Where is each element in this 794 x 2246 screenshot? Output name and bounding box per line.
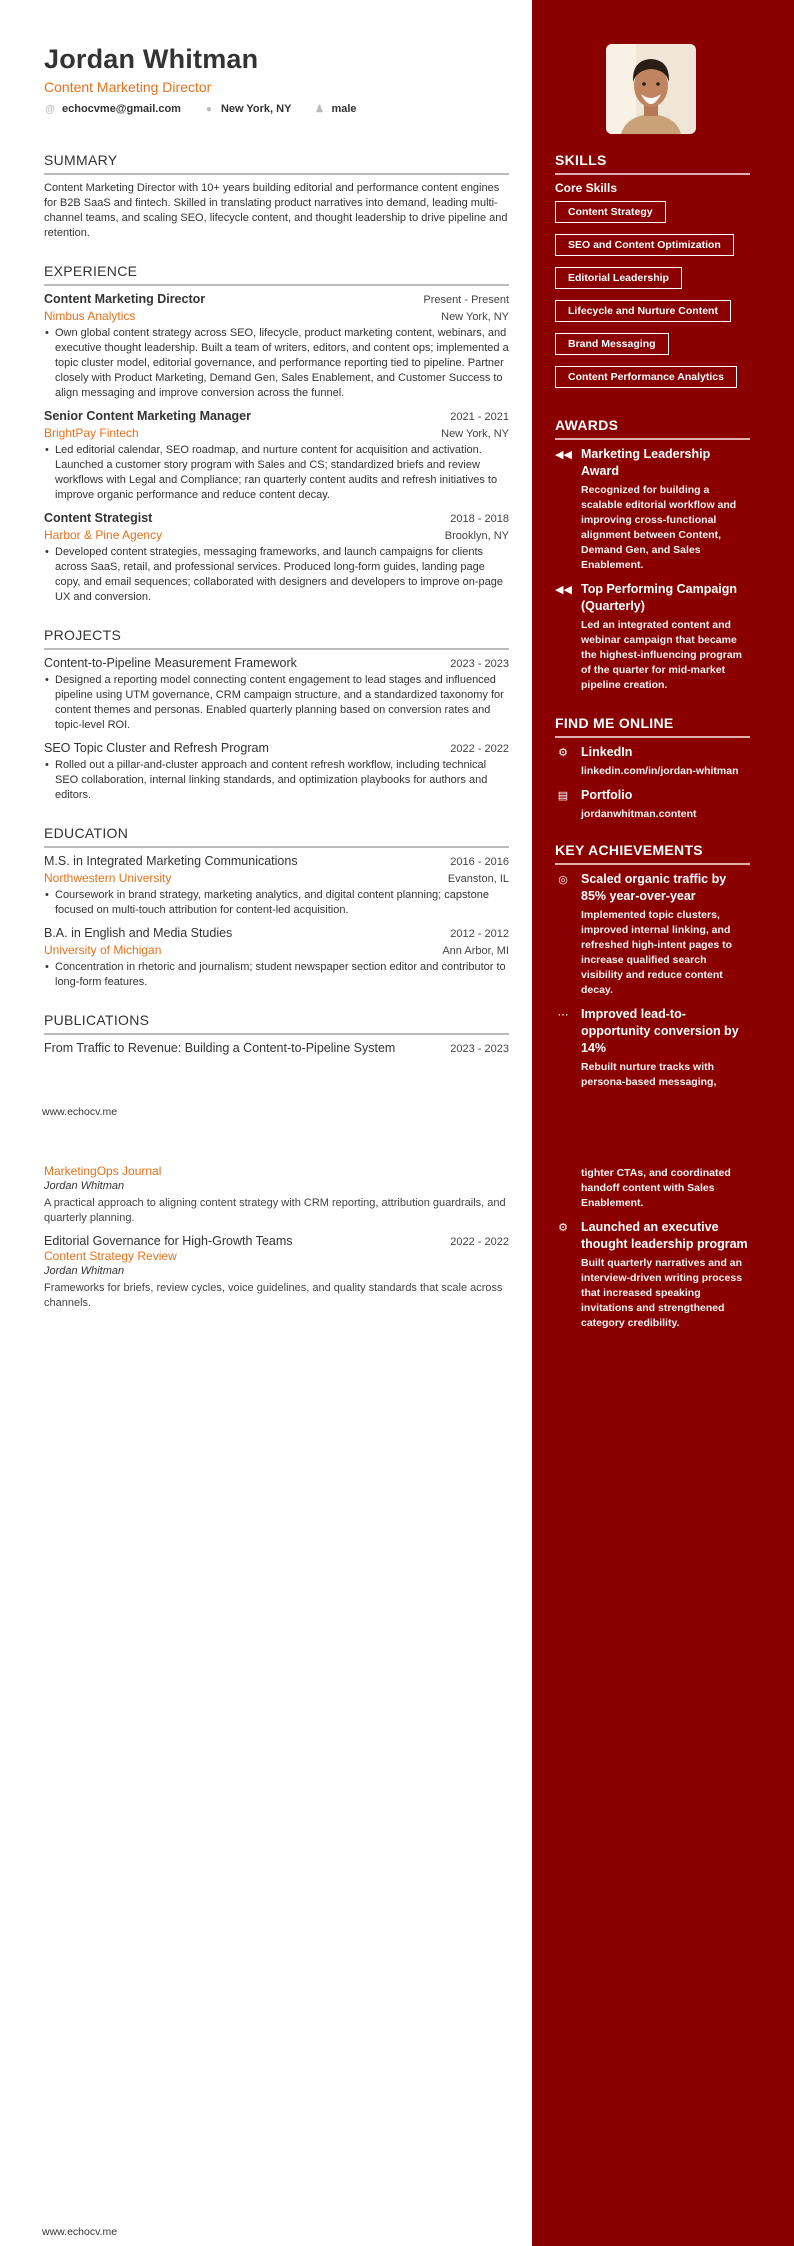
main-column-page2 bbox=[44, 1164, 509, 1319]
project-bullet: • Rolled out a pillar-and-cluster approach and content refresh workflow, including technical SEO collaboration, internal linking standards, and optimization playbooks for authors and editors. bbox=[44, 758, 509, 803]
education-section bbox=[44, 825, 509, 990]
email-icon: @ bbox=[45, 103, 55, 115]
education-entry bbox=[44, 926, 509, 990]
online-url[interactable]: linkedin.com/in/jordan-whitman bbox=[581, 765, 739, 777]
job-dates: Present - Present bbox=[423, 294, 509, 306]
project-dates: 2022 - 2022 bbox=[450, 743, 509, 755]
school: Northwestern University bbox=[44, 871, 172, 885]
dots-icon: ⋯ bbox=[557, 1009, 569, 1021]
award-item bbox=[555, 446, 750, 573]
target-icon: ◎ bbox=[558, 874, 568, 886]
achievement-title: Improved lead-to-opportunity conversion by 14% bbox=[581, 1007, 739, 1055]
publication-title: From Traffic to Revenue: Building a Content-to-Pipeline System bbox=[44, 1041, 396, 1055]
publications-section bbox=[44, 1012, 509, 1055]
profile-photo bbox=[606, 44, 696, 134]
company: BrightPay Fintech bbox=[44, 426, 139, 440]
online-item[interactable] bbox=[555, 787, 750, 822]
awards-section bbox=[555, 417, 750, 693]
footer-site[interactable]: www.echocv.me bbox=[42, 1106, 118, 1118]
experience-entry bbox=[44, 409, 509, 503]
section-heading: KEY ACHIEVEMENTS bbox=[555, 842, 750, 865]
school: University of Michigan bbox=[44, 943, 162, 957]
education-bullet: • Concentration in rhetoric and journalism; student newspaper section editor and contributor to long-form features. bbox=[44, 960, 509, 990]
publication-title: Editorial Governance for High-Growth Teams bbox=[44, 1234, 293, 1248]
award-title: Marketing Leadership Award bbox=[581, 447, 711, 478]
gear-icon: ⚙ bbox=[558, 747, 568, 759]
job-bullet: • Led editorial calendar, SEO roadmap, and nurture content for acquisition and activation. Launched a customer story program with Sales and CS; standardized briefs and review workflows with Legal and Compliance; ran quarterly content audits and refresh initiatives to improve organic performance and reduce content decay. bbox=[44, 443, 509, 503]
project-title: Content-to-Pipeline Measurement Framework bbox=[44, 656, 297, 670]
degree: M.S. in Integrated Marketing Communications bbox=[44, 854, 298, 868]
job-title: Content Strategist bbox=[44, 511, 153, 525]
achievement-item bbox=[555, 1006, 750, 1090]
education-dates: 2012 - 2012 bbox=[450, 928, 509, 940]
project-bullet: • Designed a reporting model connecting content engagement to lead stages and influenced pipeline using UTM governance, CRM campaign structure, and a standardized taxonomy for content themes and personas. Enabled quarterly planning based on conversion rates and topic-level ROI. bbox=[44, 673, 509, 733]
contact-info bbox=[44, 103, 509, 115]
projects-section bbox=[44, 627, 509, 803]
company: Harbor & Pine Agency bbox=[44, 528, 163, 542]
experience-section bbox=[44, 263, 509, 605]
skills-group: Core Skills bbox=[555, 181, 618, 195]
experience-entry bbox=[44, 292, 509, 401]
publication-author: Jordan Whitman bbox=[44, 1265, 125, 1277]
online-item[interactable] bbox=[555, 744, 750, 779]
education-bullet: • Coursework in brand strategy, marketing analytics, and digital content planning; capstone focused on multi-touch attribution for content-led acquisition. bbox=[44, 888, 509, 918]
achievement-item-continued bbox=[555, 1166, 750, 1211]
achievement-item bbox=[555, 871, 750, 998]
document-icon: ▤ bbox=[557, 790, 569, 802]
skills-section bbox=[555, 152, 750, 399]
section-heading: FIND ME ONLINE bbox=[555, 715, 750, 738]
person-icon: ♟ bbox=[314, 103, 324, 115]
summary-section bbox=[44, 152, 509, 241]
school-location: Ann Arbor, MI bbox=[442, 945, 509, 957]
header bbox=[44, 44, 509, 115]
school-location: Evanston, IL bbox=[447, 873, 509, 885]
degree: B.A. in English and Media Studies bbox=[44, 926, 233, 940]
publication-author: Jordan Whitman bbox=[44, 1180, 125, 1192]
candidate-title: Content Marketing Director bbox=[44, 79, 212, 95]
achievement-description: tighter CTAs, and coordinated handoff content with Sales Enablement. bbox=[581, 1167, 731, 1209]
sidebar-page1 bbox=[555, 152, 750, 1098]
achievement-title: Launched an executive thought leadership program bbox=[581, 1220, 748, 1251]
award-item bbox=[555, 581, 750, 693]
award-title: Top Performing Campaign (Quarterly) bbox=[581, 582, 738, 613]
section-heading: PUBLICATIONS bbox=[44, 1012, 509, 1035]
online-url[interactable]: jordanwhitman.content bbox=[581, 808, 697, 820]
education-dates: 2016 - 2016 bbox=[450, 856, 509, 868]
achievement-description: Built quarterly narratives and an interview-driven writing process that increased speaking invitations and strengthened category credibility. bbox=[581, 1257, 743, 1329]
job-location: New York, NY bbox=[441, 428, 509, 440]
award-icon: ◀◀ bbox=[555, 584, 572, 596]
publication-dates: 2023 - 2023 bbox=[450, 1043, 509, 1055]
publisher: MarketingOps Journal bbox=[44, 1164, 162, 1178]
award-icon: ◀◀ bbox=[555, 449, 572, 461]
skill-chip: Lifecycle and Nurture Content bbox=[555, 300, 731, 322]
project-entry bbox=[44, 656, 509, 733]
gender: male bbox=[331, 103, 357, 115]
online-section bbox=[555, 715, 750, 822]
section-heading: AWARDS bbox=[555, 417, 750, 440]
achievements-section bbox=[555, 842, 750, 1090]
location: New York, NY bbox=[220, 103, 292, 115]
publication-entry-continued bbox=[44, 1164, 509, 1226]
email[interactable]: echocvme@gmail.com bbox=[62, 103, 181, 115]
project-title: SEO Topic Cluster and Refresh Program bbox=[44, 741, 269, 755]
online-label: LinkedIn bbox=[581, 745, 633, 759]
job-location: New York, NY bbox=[441, 311, 509, 323]
project-dates: 2023 - 2023 bbox=[450, 658, 509, 670]
publication-description: A practical approach to aligning content strategy with CRM reporting, attribution guardrails, and quarterly planning. bbox=[44, 1197, 506, 1224]
publication-entry bbox=[44, 1234, 509, 1311]
job-dates: 2021 - 2021 bbox=[450, 411, 509, 423]
job-title: Senior Content Marketing Manager bbox=[44, 409, 251, 423]
section-heading: EXPERIENCE bbox=[44, 263, 509, 286]
footer-site[interactable]: www.echocv.me bbox=[42, 2226, 118, 2238]
online-label: Portfolio bbox=[581, 788, 633, 802]
main-column-page1 bbox=[44, 152, 509, 1055]
skill-chip: SEO and Content Optimization bbox=[555, 234, 734, 256]
publisher: Content Strategy Review bbox=[44, 1249, 177, 1263]
award-description: Recognized for building a scalable editorial workflow and improving cross-functional alignment between Content, Demand Gen, and Sales Enablement. bbox=[581, 484, 737, 571]
section-heading: PROJECTS bbox=[44, 627, 509, 650]
sidebar-page2 bbox=[555, 1166, 750, 1339]
job-bullet: • Developed content strategies, messaging frameworks, and launch campaigns for clients across SaaS, retail, and professional services. Produced long-form guides, landing page copy, and email sequences; collaborated with designers and developers to improve on-page UX and conversion. bbox=[44, 545, 509, 605]
job-title: Content Marketing Director bbox=[44, 292, 206, 306]
candidate-name: Jordan Whitman bbox=[44, 44, 259, 74]
achievement-description: Rebuilt nurture tracks with persona-based messaging, bbox=[581, 1061, 717, 1088]
summary-text: Content Marketing Director with 10+ years building editorial and performance content engines for B2B SaaS and fintech. Skilled in translating product narratives into demand, leading multi-channel teams, and scaling SEO, lifecycle content, and thought leadership to drive pipeline and retention. bbox=[44, 182, 508, 239]
section-heading: EDUCATION bbox=[44, 825, 509, 848]
skill-chip: Brand Messaging bbox=[555, 333, 669, 355]
achievement-description: Implemented topic clusters, improved internal linking, and refreshed high-intent pages to increase qualified search visibility and reduce content decay. bbox=[581, 909, 733, 996]
publication-dates: 2022 - 2022 bbox=[450, 1236, 509, 1248]
job-location: Brooklyn, NY bbox=[444, 530, 509, 542]
section-heading: SUMMARY bbox=[44, 152, 509, 175]
skill-chip: Content Strategy bbox=[555, 201, 666, 223]
publication-description: Frameworks for briefs, review cycles, voice guidelines, and quality standards that scale across channels. bbox=[44, 1282, 503, 1309]
gear-icon: ⚙ bbox=[558, 1222, 568, 1234]
location-pin-icon: ● bbox=[205, 103, 212, 115]
experience-entry bbox=[44, 511, 509, 605]
company: Nimbus Analytics bbox=[44, 309, 136, 323]
skill-chip: Content Performance Analytics bbox=[555, 366, 737, 388]
project-entry bbox=[44, 741, 509, 803]
job-dates: 2018 - 2018 bbox=[450, 513, 509, 525]
skill-chips bbox=[555, 201, 750, 399]
education-entry bbox=[44, 854, 509, 918]
job-bullet: • Own global content strategy across SEO, lifecycle, product marketing content, webinars, and executive thought leadership. Built a team of writers, editors, and content ops; implemented a topic cluster model, editorial governance, and performance reporting tied to pipeline. Partner closely with Product Marketing, Demand Gen, Sales Enablement, and Customer Success to align messaging and improve conversion across the funnel. bbox=[44, 326, 509, 401]
achievement-title: Scaled organic traffic by 85% year-over-year bbox=[581, 872, 727, 903]
award-description: Led an integrated content and webinar campaign that became the highest-influencing program of the quarter for mid-market pipeline creation. bbox=[581, 619, 743, 691]
skill-chip: Editorial Leadership bbox=[555, 267, 682, 289]
achievement-item bbox=[555, 1219, 750, 1331]
section-heading: SKILLS bbox=[555, 152, 750, 175]
